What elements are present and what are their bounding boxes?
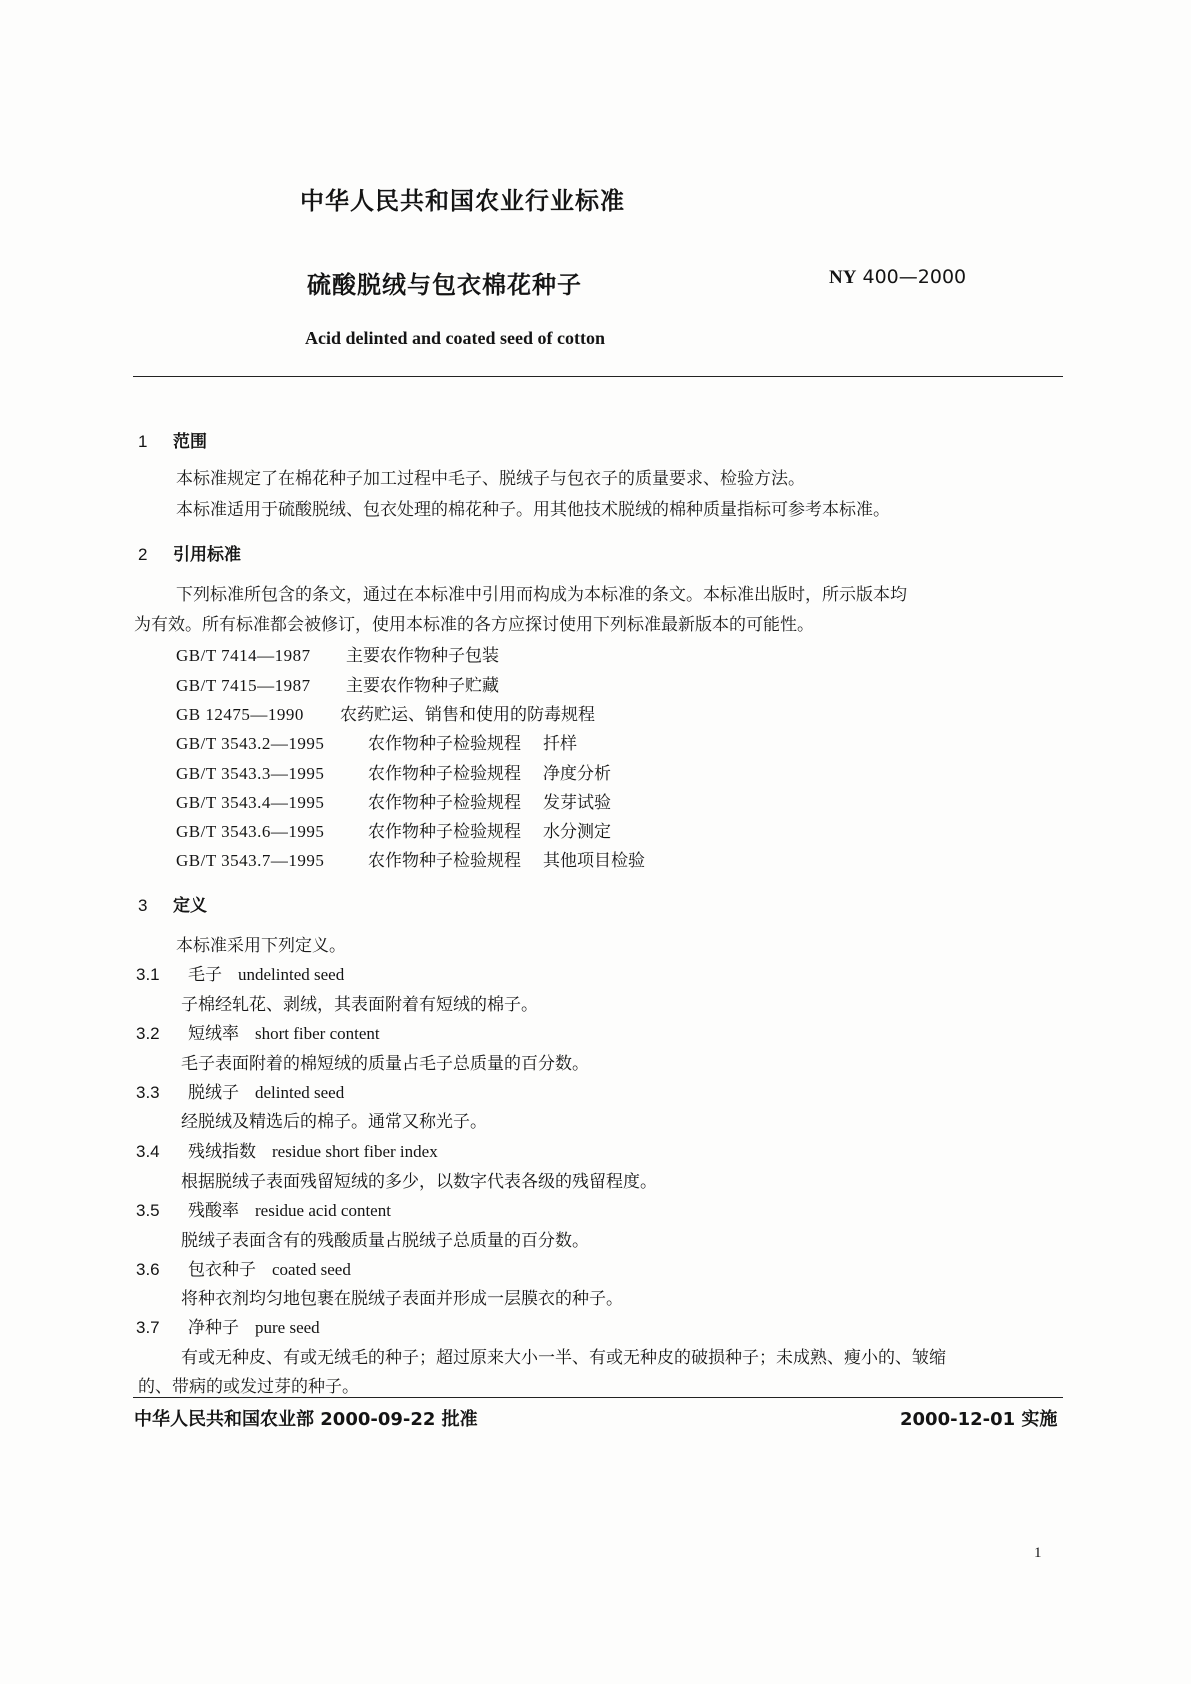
reference-item bbox=[176, 846, 645, 871]
reference-subtitle: 水分测定 bbox=[543, 822, 611, 842]
definition-body: 脱绒子表面含有的残酸质量占脱绒子总质量的百分数。 bbox=[181, 1231, 589, 1251]
reference-name: 农作物种子检验规程 bbox=[368, 793, 521, 813]
term-english: residue short fiber index bbox=[272, 1142, 438, 1161]
term-english: coated seed bbox=[272, 1260, 351, 1279]
definition-body: 根据脱绒子表面残留短绒的多少，以数字代表各级的残留程度。 bbox=[181, 1172, 657, 1192]
document-code-prefix: NY bbox=[829, 267, 857, 288]
definition-number: 3.4 bbox=[136, 1142, 160, 1161]
term-chinese: 毛子 bbox=[188, 965, 222, 985]
definition-term bbox=[136, 1137, 438, 1162]
reference-subtitle: 其他项目检验 bbox=[543, 851, 645, 871]
reference-name: 农作物种子检验规程 bbox=[368, 851, 521, 871]
document-title: 硫酸脱绒与包衣棉花种子 bbox=[307, 271, 582, 299]
section-1-heading bbox=[138, 427, 207, 452]
definition-body: 毛子表面附着的棉短绒的质量占毛子总质量的百分数。 bbox=[181, 1054, 589, 1074]
paragraph: 为有效。所有标准都会被修订，使用本标准的各方应探讨使用下列标准最新版本的可能性。 bbox=[134, 615, 814, 635]
term-chinese: 残酸率 bbox=[188, 1201, 239, 1221]
definition-number: 3.1 bbox=[136, 965, 160, 984]
definition-term bbox=[136, 1196, 391, 1221]
section-2-heading bbox=[138, 540, 241, 565]
definition-number: 3.2 bbox=[136, 1024, 160, 1043]
reference-item bbox=[176, 671, 499, 696]
reference-item bbox=[176, 729, 577, 754]
definition-term bbox=[136, 1313, 320, 1338]
reference-name: 主要农作物种子包装 bbox=[346, 646, 499, 666]
reference-item bbox=[176, 817, 611, 842]
paragraph: 本标准采用下列定义。 bbox=[176, 936, 346, 956]
definition-number: 3.6 bbox=[136, 1260, 160, 1279]
definition-number: 3.3 bbox=[136, 1083, 160, 1102]
term-english: delinted seed bbox=[255, 1083, 345, 1102]
paragraph: 本标准适用于硫酸脱绒、包衣处理的棉花种子。用其他技术脱绒的棉种质量指标可参考本标准。 bbox=[176, 500, 890, 520]
implementation-line: 2000-12-01 实施 bbox=[900, 1409, 1058, 1430]
reference-item bbox=[176, 759, 611, 784]
reference-item bbox=[176, 641, 499, 666]
reference-code: GB/T 3543.3—1995 bbox=[176, 764, 325, 783]
term-english: pure seed bbox=[255, 1318, 320, 1337]
paragraph: 下列标准所包含的条文，通过在本标准中引用而构成为本标准的条文。本标准出版时，所示版本均 bbox=[176, 585, 907, 605]
section-3-heading bbox=[138, 891, 207, 916]
definition-body: 有或无种皮、有或无绒毛的种子；超过原来大小一半、有或无种皮的破损种子；未成熟、瘦小的、皱缩 bbox=[181, 1348, 946, 1368]
standard-title: 中华人民共和国农业行业标准 bbox=[300, 187, 625, 215]
reference-item bbox=[176, 788, 611, 813]
definition-body: 将种衣剂均匀地包裹在脱绒子表面并形成一层膜衣的种子。 bbox=[181, 1289, 623, 1309]
reference-code: GB/T 7414—1987 bbox=[176, 646, 311, 665]
footer-divider bbox=[133, 1397, 1063, 1398]
page-number: 1 bbox=[1034, 1545, 1042, 1561]
reference-code: GB/T 3543.7—1995 bbox=[176, 851, 325, 870]
definition-number: 3.5 bbox=[136, 1201, 160, 1220]
paragraph: 本标准规定了在棉花种子加工过程中毛子、脱绒子与包衣子的质量要求、检验方法。 bbox=[176, 469, 805, 489]
section-title: 范围 bbox=[173, 432, 207, 452]
reference-item bbox=[176, 700, 595, 725]
reference-subtitle: 发芽试验 bbox=[543, 793, 611, 813]
definition-term bbox=[136, 1255, 351, 1280]
term-chinese: 包衣种子 bbox=[188, 1260, 256, 1280]
definition-body: 经脱绒及精选后的棉子。通常又称光子。 bbox=[181, 1112, 487, 1132]
reference-subtitle: 净度分析 bbox=[543, 764, 611, 784]
term-chinese: 残绒指数 bbox=[188, 1142, 256, 1162]
document-code-number: 400—2000 bbox=[862, 266, 967, 288]
reference-code: GB/T 3543.2—1995 bbox=[176, 734, 325, 753]
term-chinese: 短绒率 bbox=[188, 1024, 239, 1044]
reference-name: 农药贮运、销售和使用的防毒规程 bbox=[340, 705, 595, 725]
reference-code: GB/T 3543.4—1995 bbox=[176, 793, 325, 812]
reference-code: GB 12475—1990 bbox=[176, 705, 304, 724]
header-divider bbox=[133, 376, 1063, 377]
reference-name: 农作物种子检验规程 bbox=[368, 764, 521, 784]
section-title: 定义 bbox=[173, 896, 207, 916]
definition-body: 子棉经轧花、剥绒，其表面附着有短绒的棉子。 bbox=[181, 995, 538, 1015]
approval-line: 中华人民共和国农业部 2000-09-22 批准 bbox=[134, 1409, 478, 1430]
term-english: short fiber content bbox=[255, 1024, 380, 1043]
reference-code: GB/T 3543.6—1995 bbox=[176, 822, 325, 841]
reference-name: 农作物种子检验规程 bbox=[368, 734, 521, 754]
definition-term bbox=[136, 1019, 380, 1044]
term-chinese: 脱绒子 bbox=[188, 1083, 239, 1103]
section-number: 3 bbox=[138, 896, 148, 915]
english-title: Acid delinted and coated seed of cotton bbox=[305, 328, 605, 348]
term-english: undelinted seed bbox=[238, 965, 345, 984]
reference-code: GB/T 7415—1987 bbox=[176, 676, 311, 695]
term-chinese: 净种子 bbox=[188, 1318, 239, 1338]
definition-body-continued: 的、带病的或发过芽的种子。 bbox=[138, 1377, 359, 1397]
document-code bbox=[829, 266, 966, 289]
reference-name: 农作物种子检验规程 bbox=[368, 822, 521, 842]
section-title: 引用标准 bbox=[173, 545, 241, 565]
section-number: 2 bbox=[138, 545, 148, 564]
term-english: residue acid content bbox=[255, 1201, 391, 1220]
reference-name: 主要农作物种子贮藏 bbox=[346, 676, 499, 696]
section-number: 1 bbox=[138, 432, 148, 451]
reference-subtitle: 扦样 bbox=[543, 734, 577, 754]
definition-term bbox=[136, 1078, 344, 1103]
definition-number: 3.7 bbox=[136, 1318, 160, 1337]
definition-term bbox=[136, 960, 344, 985]
